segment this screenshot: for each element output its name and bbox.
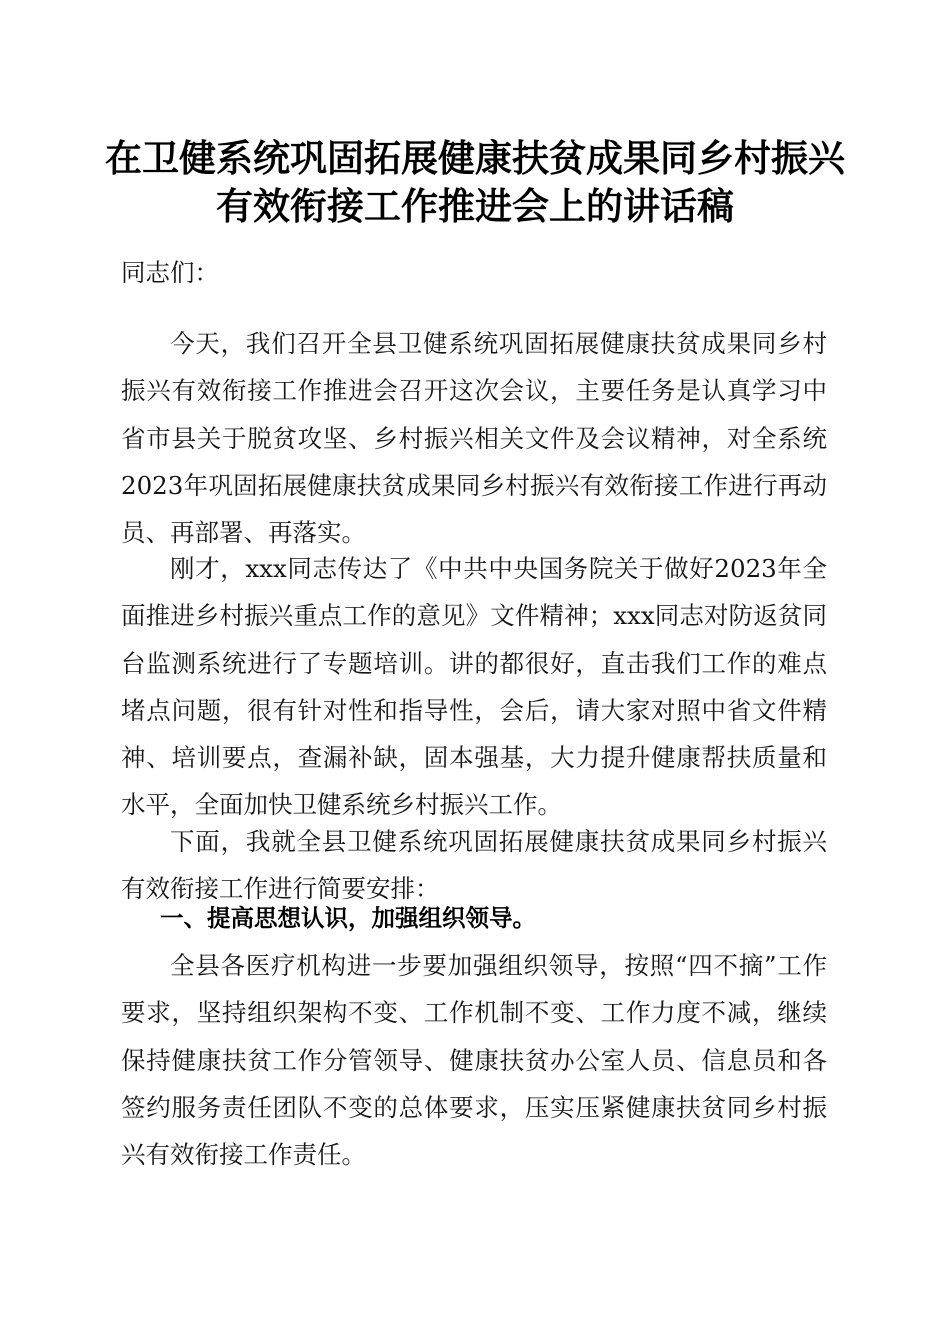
document-title-line-1: 在卫健系统巩固拓展健康扶贫成果同乡村振兴 <box>105 136 845 180</box>
paragraph-transition: 下面，我就全县卫健系统巩固拓展健康扶贫成果同乡村振兴有效衔接工作进行简要安排： <box>121 827 827 904</box>
section-heading-1: 一、提高思想认识，加强组织领导。 <box>160 904 536 932</box>
section-1-paragraph: 全县各医疗机构进一步要加强组织领导，按照“四不摘”工作要求，坚持组织架构不变、工作机制不变、工作力度不减，继续保持健康扶贫工作分管领导、健康扶贫办公室人员、信息员和各签约服务责任团队不变的总体要求，压实压紧健康扶贫同乡村振兴有效衔接工作责任。 <box>121 951 827 1170</box>
document-title-line-2: 有效衔接工作推进会上的讲话稿 <box>216 184 734 228</box>
paragraph-opening: 今天，我们召开全县卫健系统巩固拓展健康扶贫成果同乡村振兴有效衔接工作推进会召开这次会议，主要任务是认真学习中省市县关于脱贫攻坚、乡村振兴相关文件及会议精神，对全系统2023年巩固拓展健康扶贫成果同乡村振兴有效衔接工作进行再动员、再部署、再落实。 <box>121 329 827 548</box>
salutation: 同志们： <box>121 258 219 287</box>
paragraph-review: 刚才，xxx同志传达了《中共中央国务院关于做好2023年全面推进乡村振兴重点工作的意见》文件精神；xxx同志对防返贫同台监测系统进行了专题培训。讲的都很好，直击我们工作的难点堵点问题，很有针对性和指导性，会后，请大家对照中省文件精神、培训要点，查漏补缺，固本强基，大力提升健康帮扶质量和水平，全面加快卫健系统乡村振兴工作。 <box>121 554 827 820</box>
